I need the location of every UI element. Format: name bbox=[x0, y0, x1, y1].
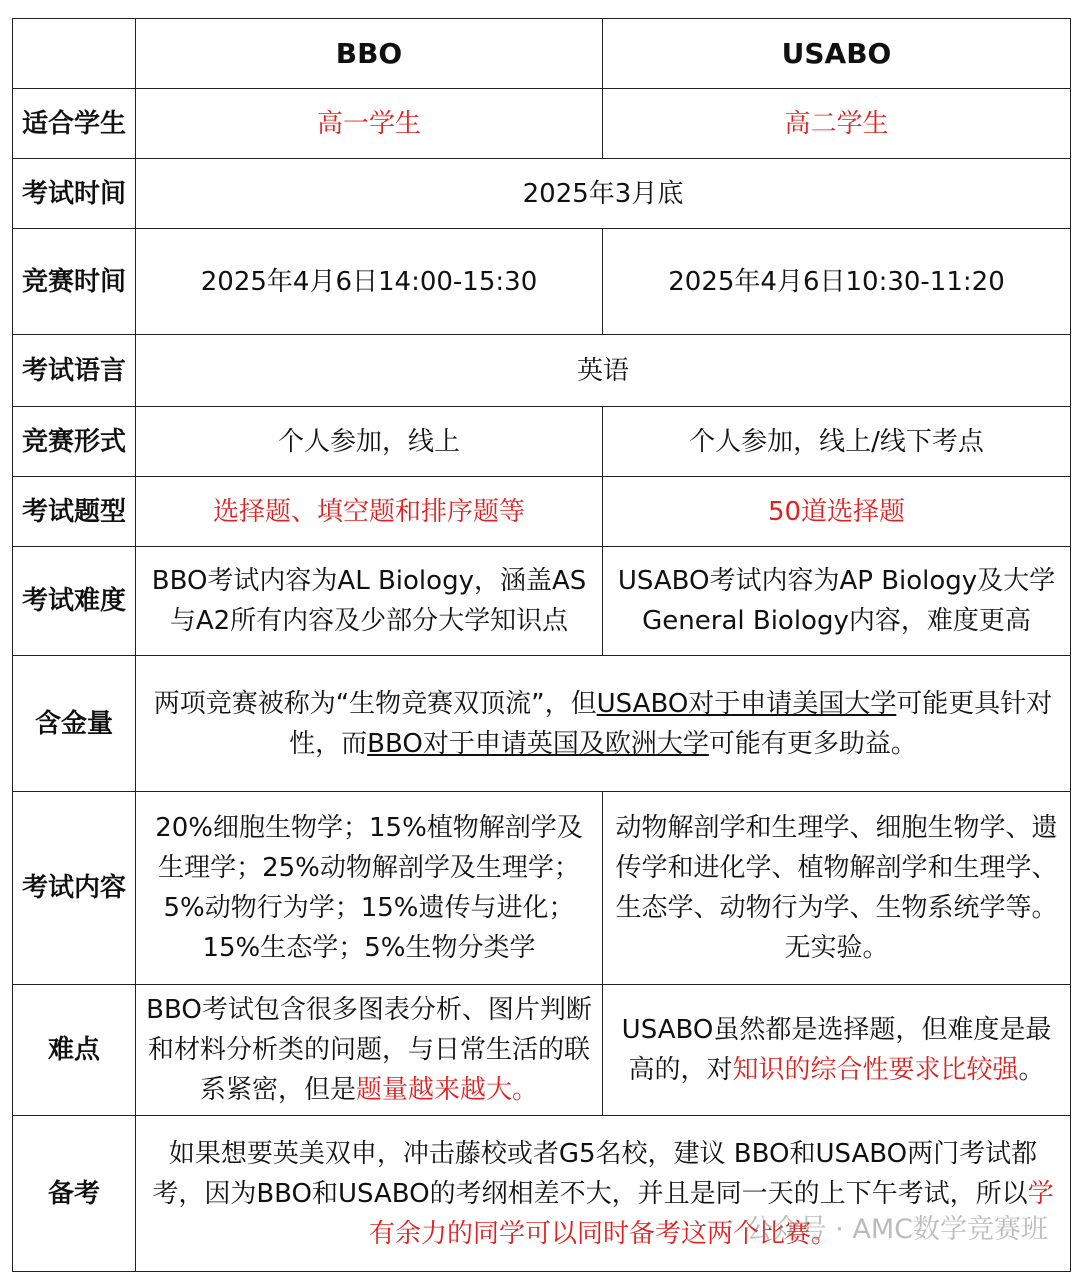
table-row bbox=[13, 89, 1071, 159]
row-label: 考试语言 bbox=[13, 335, 136, 407]
table-row bbox=[13, 656, 1071, 792]
usabo-cell: 动物解剖学和生理学、细胞生物学、遗传学和进化学、植物解剖学和生理学、生态学、动物行为学、生物系统学等。无实验。 bbox=[603, 792, 1071, 985]
header-row bbox=[13, 19, 1071, 89]
bbo-cell bbox=[136, 985, 603, 1116]
usabo-cell: 个人参加，线上/线下考点 bbox=[603, 407, 1071, 477]
bbo-cell: 高一学生 bbox=[136, 89, 603, 159]
bbo-column-header: BBO bbox=[136, 19, 603, 89]
table-row bbox=[13, 229, 1071, 335]
table-row bbox=[13, 159, 1071, 229]
underlined-text: USABO对于申请美国大学 bbox=[596, 688, 897, 719]
table-row bbox=[13, 1116, 1071, 1272]
bbo-cell: BBO考试内容为AL Biology，涵盖AS与A2所有内容及少部分大学知识点 bbox=[136, 547, 603, 656]
text-span: 可能更具针对性，而 bbox=[289, 688, 1053, 759]
usabo-cell: 50道选择题 bbox=[603, 477, 1071, 547]
text-span: 如果想要英美双申，冲击藤校或者G5名校，建议 BBO和USABO两门考试都考，因为BBO和USABO的考纲相差不大，并且是同一天的上下午考试，所以 bbox=[152, 1138, 1038, 1209]
text-span: 可能有更多助益。 bbox=[708, 728, 917, 759]
row-label: 竞赛形式 bbox=[13, 407, 136, 477]
merged-cell: 英语 bbox=[136, 335, 1071, 407]
text-span: 。 bbox=[1018, 1055, 1045, 1085]
row-label: 竞赛时间 bbox=[13, 229, 136, 335]
row-label: 考试时间 bbox=[13, 159, 136, 229]
usabo-cell: USABO考试内容为AP Biology及大学General Biology内容，难度更高 bbox=[603, 547, 1071, 656]
merged-cell: 2025年3月底 bbox=[136, 159, 1071, 229]
usabo-cell: 高二学生 bbox=[603, 89, 1071, 159]
text-span: USABO虽然都是选择题，但难度是最高的，对 bbox=[621, 1015, 1052, 1085]
text-span: BBO考试包含很多图表分析、图片判断和材料分析类的问题，与日常生活的联系紧密，但是 bbox=[146, 995, 592, 1105]
underlined-text: BBO对于申请英国及欧洲大学 bbox=[367, 728, 709, 759]
bbo-cell: 选择题、填空题和排序题等 bbox=[136, 477, 603, 547]
bbo-cell: 个人参加，线上 bbox=[136, 407, 603, 477]
highlight-text: 题量越来越大。 bbox=[356, 1075, 539, 1105]
row-label: 考试题型 bbox=[13, 477, 136, 547]
table-row bbox=[13, 407, 1071, 477]
table-row bbox=[13, 477, 1071, 547]
row-label: 考试内容 bbox=[13, 792, 136, 985]
highlight-text: 学有余力的同学可以同时备考这两个比赛。 bbox=[368, 1178, 1054, 1249]
row-label: 考试难度 bbox=[13, 547, 136, 656]
usabo-cell: 2025年4月6日10:30-11:20 bbox=[603, 229, 1071, 335]
table-row bbox=[13, 985, 1071, 1116]
watermark: 公众号 · AMC数学竞赛班 bbox=[745, 1214, 1048, 1245]
usabo-cell bbox=[603, 985, 1071, 1116]
merged-cell bbox=[136, 1116, 1071, 1272]
table-row bbox=[13, 547, 1071, 656]
merged-cell bbox=[136, 656, 1071, 792]
row-label: 适合学生 bbox=[13, 89, 136, 159]
corner-cell bbox=[13, 19, 136, 89]
highlight-text: 知识的综合性要求比较强 bbox=[732, 1055, 1019, 1085]
table-row bbox=[13, 335, 1071, 407]
row-label: 含金量 bbox=[13, 656, 136, 792]
bbo-cell: 2025年4月6日14:00-15:30 bbox=[136, 229, 603, 335]
row-label: 备考 bbox=[13, 1116, 136, 1272]
comparison-table bbox=[12, 18, 1071, 1272]
usabo-column-header: USABO bbox=[603, 19, 1071, 89]
table-row bbox=[13, 792, 1071, 985]
text-span: 两项竞赛被称为“生物竞赛双顶流”，但 bbox=[153, 688, 597, 719]
row-label: 难点 bbox=[13, 985, 136, 1116]
bbo-cell: 20%细胞生物学；15%植物解剖学及生理学；25%动物解剖学及生理学；5%动物行为学；15%遗传与进化；15%生态学；5%生物分类学 bbox=[136, 792, 603, 985]
